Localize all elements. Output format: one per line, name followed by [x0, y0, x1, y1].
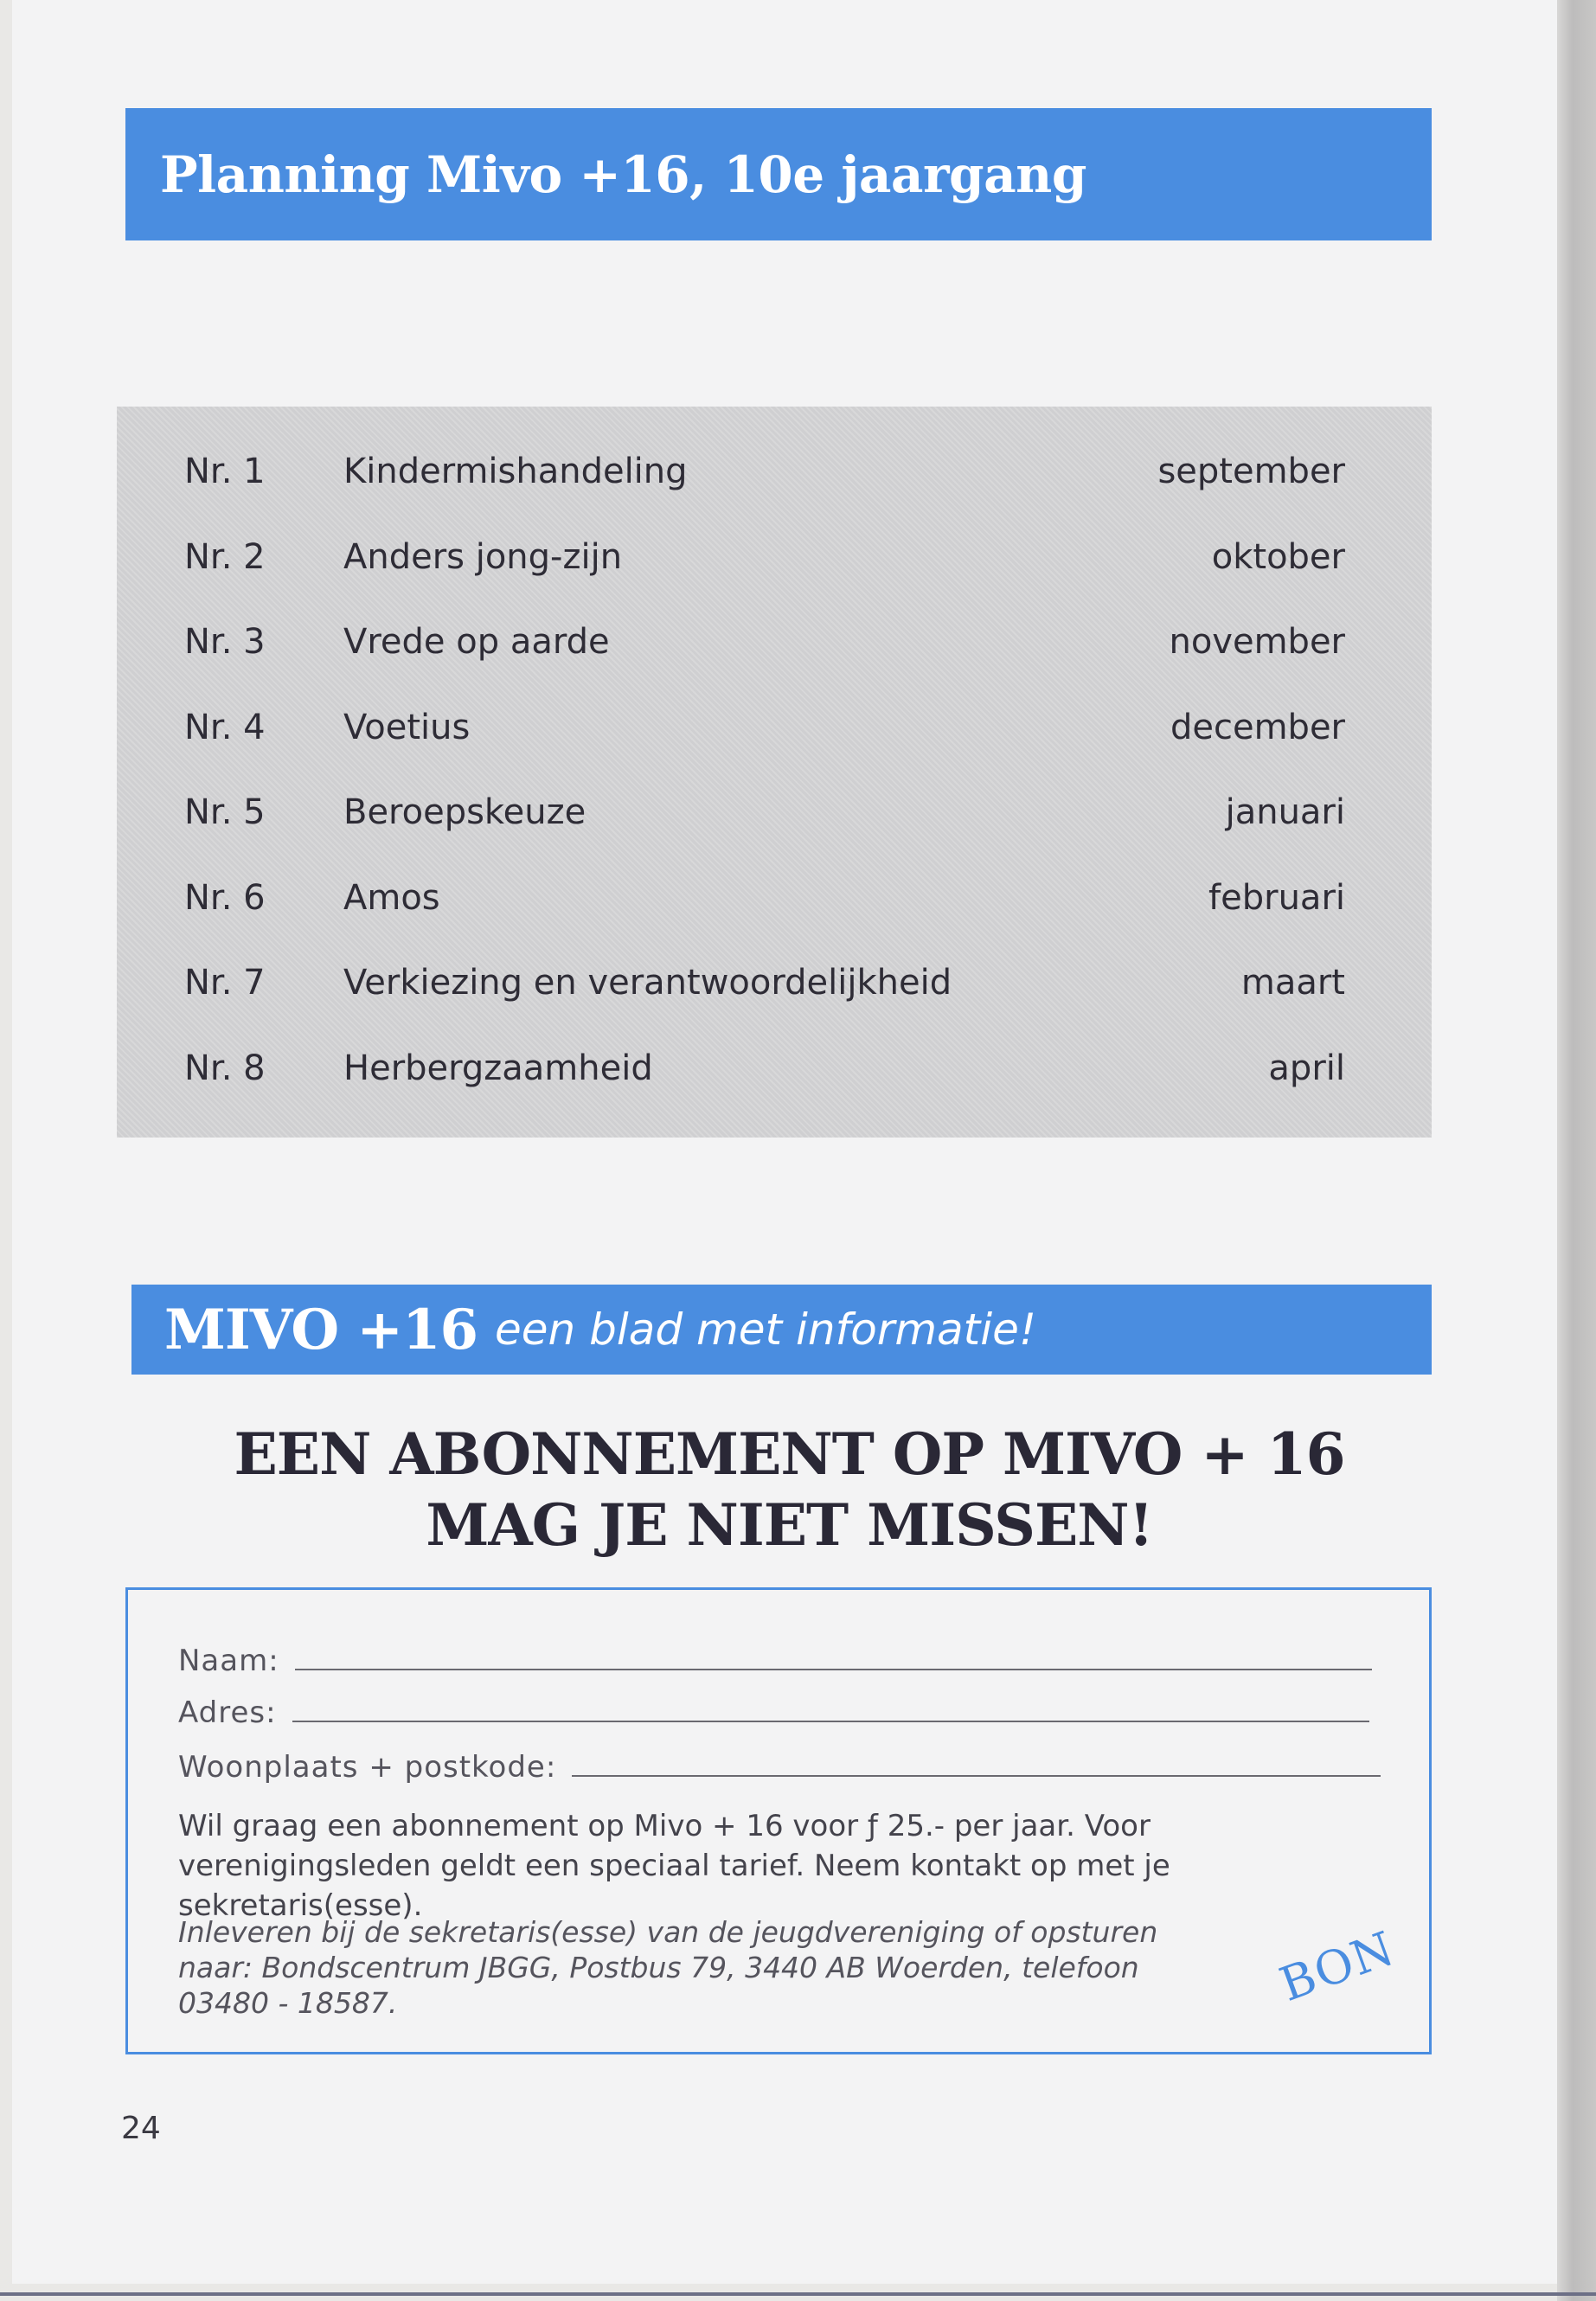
issue-month: april — [1268, 1048, 1345, 1088]
page-number: 24 — [121, 2111, 161, 2146]
issue-month: februari — [1208, 877, 1345, 918]
issue-month: december — [1170, 707, 1345, 747]
schedule-row — [117, 452, 1432, 537]
issue-topic: Verkiezing en verantwoordelijkheid — [343, 963, 952, 1003]
issue-topic: Herbergzaamheid — [343, 1048, 653, 1088]
name-label: Naam: — [178, 1644, 279, 1678]
issue-month: september — [1157, 452, 1345, 491]
subscription-headline — [125, 1419, 1453, 1561]
schedule-row — [117, 963, 1432, 1048]
issue-topic: Anders jong-zijn — [343, 536, 623, 577]
schedule-row — [117, 622, 1432, 708]
issue-month: januari — [1225, 792, 1345, 832]
issue-number: Nr. 4 — [184, 707, 266, 747]
subscription-coupon — [125, 1587, 1432, 2054]
issue-topic: Amos — [343, 877, 440, 918]
headline-line-2: MAG JE NIET MISSEN! — [426, 1491, 1153, 1559]
name-field[interactable] — [178, 1644, 1372, 1678]
issue-topic: Kindermishandeling — [343, 452, 688, 491]
issue-month: maart — [1240, 963, 1345, 1003]
bon-stamp: BON — [1272, 1920, 1402, 2012]
subscription-description: Wil graag een abonnement op Mivo + 16 voor ƒ 25.- per jaar. Voor verenigingsleden geldt een speciaal tarief. Neem kontakt op met je sekretaris(esse). — [178, 1809, 1170, 1923]
issue-number: Nr. 5 — [184, 792, 266, 832]
issue-month: november — [1169, 622, 1345, 662]
name-line[interactable] — [295, 1669, 1372, 1670]
schedule-row — [117, 878, 1432, 964]
address-field[interactable] — [178, 1695, 1369, 1730]
issue-topic: Beroepskeuze — [343, 792, 586, 832]
page-edge — [1557, 0, 1596, 2301]
schedule-row — [117, 792, 1432, 878]
issue-number: Nr. 2 — [184, 536, 266, 577]
bottom-rule — [0, 2292, 1596, 2296]
submission-instructions: Inleveren bij de sekretaris(esse) van de jeugdvereniging of opsturen naar: Bondscentrum JBGG, Postbus 79, 3440 AB Woerden, telefoon 03480 - 18587. — [178, 1915, 1158, 2020]
promo-banner — [131, 1285, 1432, 1375]
issue-number: Nr. 1 — [184, 452, 266, 491]
promo-tagline: een blad met informatie! — [495, 1304, 1036, 1355]
issue-topic: Voetius — [343, 707, 471, 747]
schedule-row — [117, 1048, 1432, 1134]
issue-number: Nr. 3 — [184, 622, 266, 662]
issue-number: Nr. 6 — [184, 877, 266, 918]
issue-topic: Vrede op aarde — [343, 622, 610, 662]
city-postcode-label: Woonplaats + postkode: — [178, 1750, 557, 1785]
schedule-row — [117, 708, 1432, 793]
address-line[interactable] — [292, 1721, 1369, 1722]
schedule-row — [117, 537, 1432, 623]
address-label: Adres: — [178, 1695, 277, 1730]
issue-month: oktober — [1211, 536, 1345, 577]
planning-banner — [125, 108, 1432, 240]
schedule-table — [117, 407, 1432, 1138]
issue-number: Nr. 7 — [184, 963, 266, 1003]
planning-title: Planning Mivo +16, 10e jaargang — [160, 144, 1086, 204]
city-postcode-line[interactable] — [572, 1775, 1381, 1777]
headline-line-1: EEN ABONNEMENT OP MIVO + 16 — [234, 1420, 1345, 1488]
city-postcode-field[interactable] — [178, 1750, 1381, 1785]
issue-number: Nr. 8 — [184, 1048, 266, 1088]
promo-brand: MIVO +16 — [164, 1297, 478, 1362]
